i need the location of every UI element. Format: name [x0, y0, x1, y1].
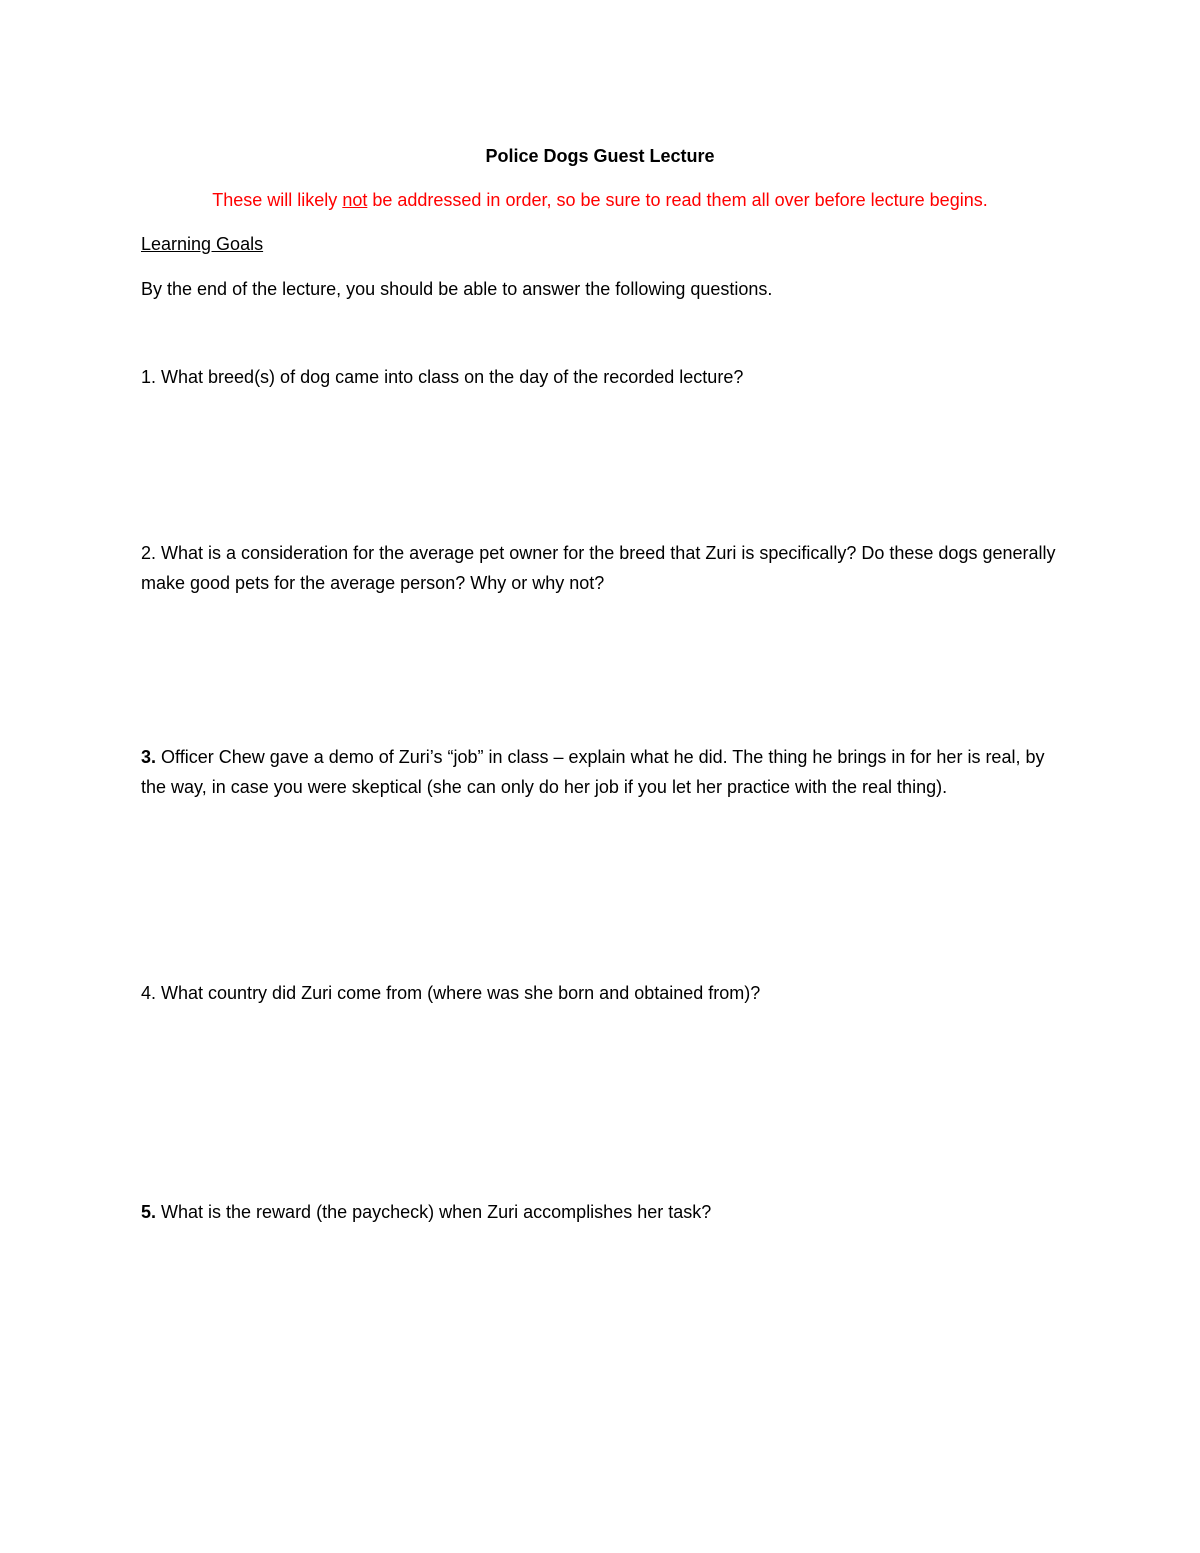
question-2 — [141, 538, 1061, 598]
question-text: What breed(s) of dog came into class on the day of the recorded lecture? — [156, 367, 744, 387]
question-number: 5. — [141, 1202, 157, 1222]
question-number: 1. — [141, 367, 157, 387]
notice-text-before: These will likely — [212, 190, 343, 210]
notice-emphasis: not — [342, 190, 368, 210]
intro-paragraph: By the end of the lecture, you should be able to answer the following questions. — [141, 279, 773, 299]
question-text: What country did Zuri come from (where was she born and obtained from)? — [156, 983, 761, 1003]
question-number: 3. — [141, 747, 157, 767]
document-title: Police Dogs Guest Lecture — [485, 146, 715, 166]
question-text: What is a consideration for the average pet owner for the breed that Zuri is specifically? Do these dogs generally make good pets for the average person? Why or why not? — [141, 543, 1056, 593]
question-text: What is the reward (the paycheck) when Zuri accomplishes her task? — [156, 1202, 712, 1222]
question-1 — [141, 362, 1061, 392]
learning-goals-heading: Learning Goals — [141, 234, 264, 254]
question-number: 2. — [141, 543, 157, 563]
question-3 — [141, 742, 1061, 802]
question-number: 4. — [141, 983, 157, 1003]
question-4 — [141, 978, 1061, 1008]
question-text: Officer Chew gave a demo of Zuri’s “job” in class – explain what he did. The thing he brings in for her is real, by the way, in case you were skeptical (she can only do her job if you let her practice with the real thing). — [141, 747, 1045, 797]
question-5 — [141, 1197, 1061, 1227]
order-notice — [0, 185, 1200, 215]
notice-text-after: be addressed in order, so be sure to read them all over before lecture begins. — [367, 190, 988, 210]
